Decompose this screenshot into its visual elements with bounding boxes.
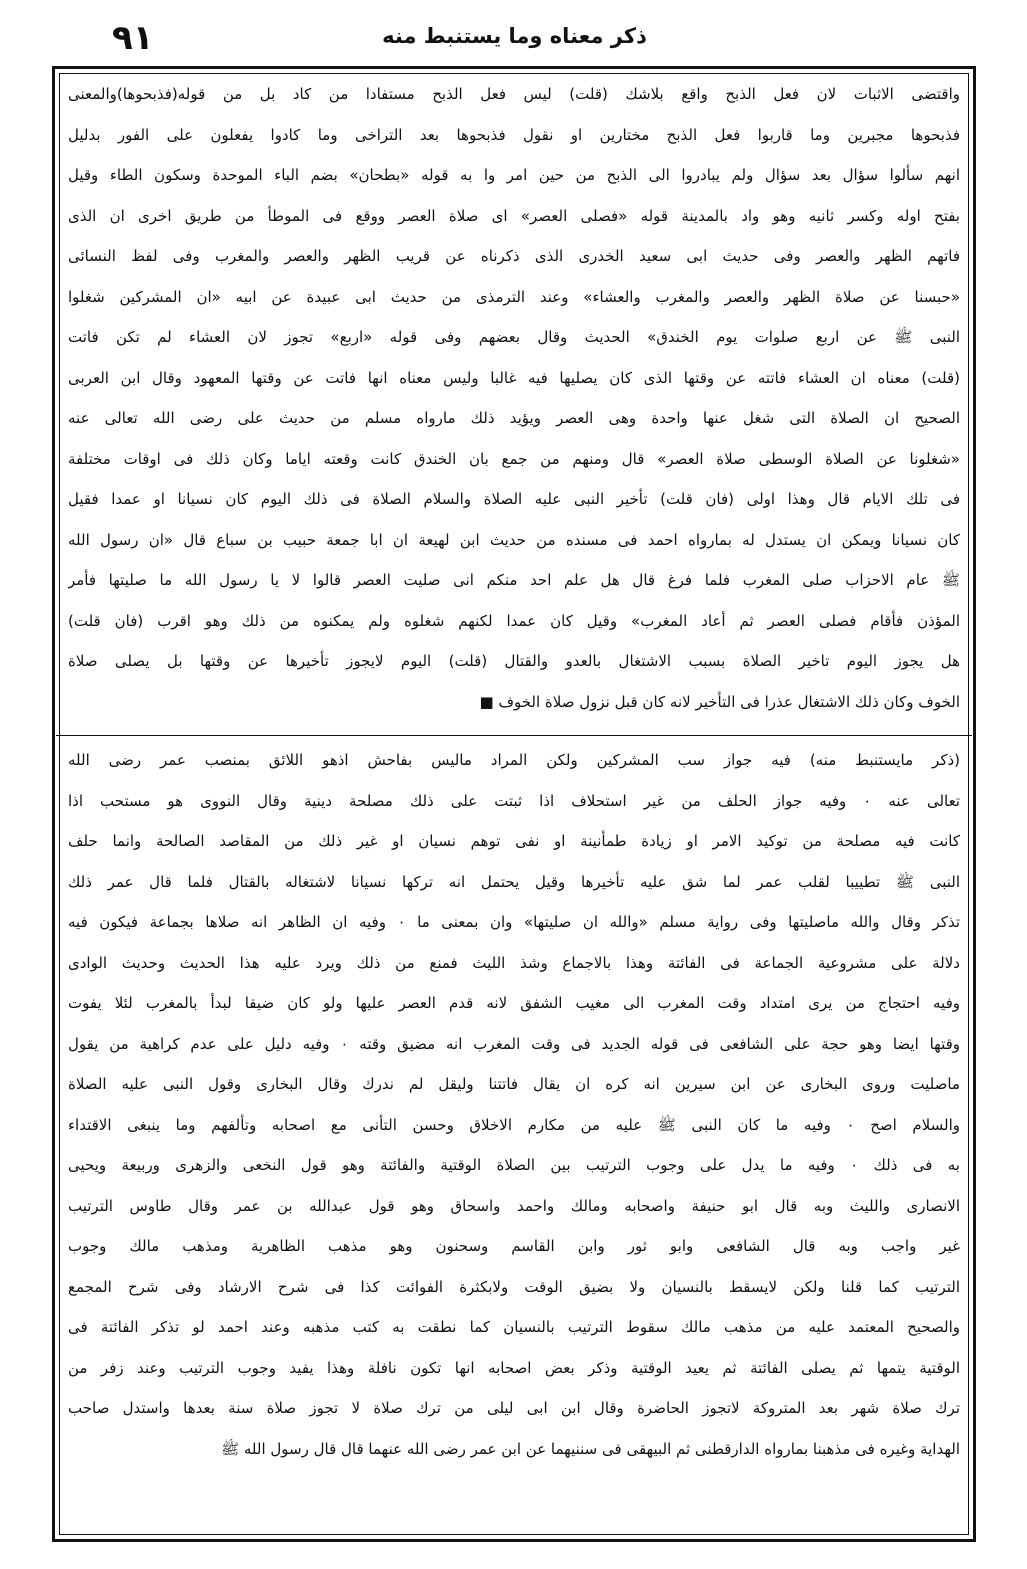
text-line: الخوف وكان ذلك الاشتغال عذرا فی التأخیر لانه كان قبل نزول صلاة الخوف ■ — [479, 692, 960, 711]
section-divider — [56, 735, 972, 736]
text-line: النبی ﷺ عن اربع صلوات یوم الخندق» الحدیث وقال بعضهم وفی قوله «اربع» تجوز لان العشاء لم تكن فاتت — [68, 328, 960, 346]
text-line: الهدایة وغیره فی مذهبنا بمارواه الدارقطنی ثم البیهقی فی سننیهما عن ابن عمر رضی الله عنهما قال قال رسول الله ﷺ — [220, 1439, 960, 1458]
text-line: وفیه احتجاج من یری امتداد وقت المغرب الی مغیب الشفق لانه قدم العصر علیها ولو كان ضیقا لبدأ بالمغرب لئلا یفوت — [68, 994, 960, 1012]
text-line: دلالة علی مشروعیة الجماعة فی الفائتة وهذا بالاجماع وشذ اللیث فمنع من ذلك ویرد علیه هذا الحدیث وحدیث الوادی — [68, 953, 960, 972]
paragraph-derivations — [68, 740, 960, 1469]
text-line: المؤذن فأقام فصلی العصر ثم أعاد المغرب» وقیل كان عمدا لكنهم شغلوه ولم یمكنوه من ذلك وهو اقرب (فان قلت) — [68, 611, 960, 630]
page-header — [52, 18, 977, 66]
running-title: ذکر معناه وما یستنبط منه — [382, 24, 647, 48]
text-line: هل یجوز الیوم تاخیر الصلاة بسبب الاشتغال بالعدو والقتال (قلت) الیوم لایجوز تأخیرها عن وقتها بل یصلی صلاة — [68, 652, 960, 670]
text-line: تذكر وقال والله ماصلیتها وفی روایة مسلم «والله ان صلیتها» وان بمعنی ما ٠ وفیه ان الظاهر انه صلاها بجماعة فیكون فیه — [68, 913, 960, 931]
page-number: ٩١ — [112, 18, 154, 58]
text-line: ﷺ عام الاحزاب صلی المغرب فلما فرغ قال هل علم احد منكم انی صلیت العصر قالوا لا یا رسول الله ما صلیتها فأمر — [68, 571, 960, 589]
text-line: واقتضی الاثبات لان فعل الذبح واقع بلاشك (قلت) لیس فعل الذبح مستفادا من كاد بل من قوله(فذبحوها)والمعنی — [68, 85, 960, 103]
text-line: الوقتیة یتمها ثم یصلی الفائتة ثم یعید الوقتیة وذكر بعض اصحابه انها تكون نافلة وهذا یفید وجوب الترتیب وعند زفر من — [68, 1358, 960, 1377]
text-line: تعالی عنه ٠ وفیه جواز الحلف من غیر استحلاف اذا ثبتت علی ذلك مصلحة دینیة وقال النووی هو مستحب اذا — [68, 791, 960, 810]
text-line: والصحیح المعتمد علیه من مذهب مالك سقوط الترتیب بالنسیان كما نطقت به كتب مذهبه وعند احمد لو تذكر الفائتة فی — [68, 1318, 960, 1336]
text-line: كانت فیه مصلحة من توكید الامر او زیادة طمأنینة او نفی توهم نسیان او غیر ذلك من المقاصد الصالحة وانما حلف — [68, 832, 960, 850]
text-line: الترتیب كما قلنا ولكن لایسقط بالنسیان ولا بضیق الوقت ولابكثرة الفوائت كذا فی شرح الارشاد وفی شرح المجمع — [68, 1277, 960, 1296]
text-line: «شغلونا عن الصلاة الوسطی صلاة العصر» قال ومنهم من جمع بان الخندق كانت وقعته ایاما وكان ذلك فی اوقات مختلفة — [68, 449, 960, 468]
text-line: وقتها ایضا وهو حجة علی الشافعی فی قوله الجدید فی وقت المغرب انه مضیق وقته ٠ وفیه دلیل علی عدم كراهیة من یقول — [68, 1034, 960, 1053]
paragraph-explanation — [68, 74, 960, 722]
text-line: به فی ذلك ٠ وفیه ما یدل علی وجوب الترتیب بین الصلاة الوقتیة والفائتة وهو قول النخعی والزهری وربیعة ویحیی — [68, 1156, 960, 1174]
text-line: ماصلیت وروی البخاری عن ابن سیرین انه كره ان یقال فاتتنا ولیقل لم ندرك وقال البخاری وقول النبی علیه الصلاة — [68, 1075, 960, 1093]
text-line: فی تلك الایام قال وهذا اولی (فان قلت) تأخیر النبی علیه الصلاة والسلام الصلاة فی ذلك الیوم كان نسیانا او عمدا فقیل — [68, 490, 960, 508]
text-line: فاتهم الظهر والعصر وفی حدیث ابی سعید الخدری الذی ذکرناه عن قریب الظهر والعصر والمغرب وفی لفظ النسائی — [68, 247, 960, 265]
text-line: (ذکر مایستنبط منه) فیه جواز سب المشرکین ولكن المراد مالیس بفاحش اذهو اللائق بمنصب عمر رضی الله — [68, 751, 960, 769]
text-line: النبی ﷺ تطییبا لقلب عمر لما شق علیه تأخیرها وقیل یحتمل انه تركها نسیانا لاشتغاله بالقتال فلما قال عمر ذلك — [68, 872, 960, 891]
text-line: ترك صلاة شهر بعد المتروكة لاتجوز الحاضرة وقال ابن ابی لیلی من ترك صلاة لا تجوز صلاة سنة بعدها واستدل صاحب — [68, 1399, 960, 1417]
text-line: (قلت) معناه ان العشاء فاتته عن وقتها الذی كان یصلیها فیه غالبا ولیس معناه انها فاتت عن وقتها المعهود وقال ابن العربی — [68, 368, 960, 387]
text-line: انهم سألوا سؤال بعد سؤال ولم یبادروا الی الذبح من حین امر وا به قوله «بطحان» بضم الباء الموحدة وسكون الطاء وقیل — [68, 166, 960, 184]
text-line: «حبسنا عن صلاة الظهر والعصر والمغرب والعشاء» وعند الترمذی من حدیث ابی عبیدة عن ابیه «ان المشرکین شغلوا — [68, 287, 960, 306]
text-line: بفتح اوله وكسر ثانیه وهو واد بالمدینة قوله «فصلی العصر» ای صلاة العصر ووقع فی الموطأ من طریق اخری ان الذی — [68, 206, 960, 225]
text-line: والسلام اصح ٠ وفیه ما كان النبی ﷺ علیه من مكارم الاخلاق وحسن التأنی مع اصحابه وتألفهم وما ینبغی الاقتداء — [68, 1115, 960, 1134]
text-line: الانصاری واللیث وبه قال ابو حنیفة واصحابه ومالك واحمد واسحاق وهو قول عبدالله بن عمر وقال طاوس الترتیب — [68, 1196, 960, 1215]
text-line: فذبحوها مجبرین وما قاربوا فعل الذبح مختارین او نقول فذبحوها بعد التراخی وما كادوا یفعلون علی الفور بدلیل — [68, 125, 960, 144]
text-line: الصحیح ان الصلاة التی شغل عنها واحدة وهی العصر ویؤید ذلك مارواه مسلم من حدیث علی رضی الله تعالی عنه — [68, 409, 960, 427]
text-line: غیر واجب وبه قال الشافعی وابو ثور وابن القاسم وسحنون وهو مذهب الظاهریة ومذهب مالك وجوب — [68, 1237, 960, 1255]
text-line: كان نسیانا ویمكن ان یستدل له بمارواه احمد فی مسنده من حدیث ابن لهیعة ان ابا جمعة حبیب بن سباع قال «ان رسول الله — [68, 530, 960, 549]
